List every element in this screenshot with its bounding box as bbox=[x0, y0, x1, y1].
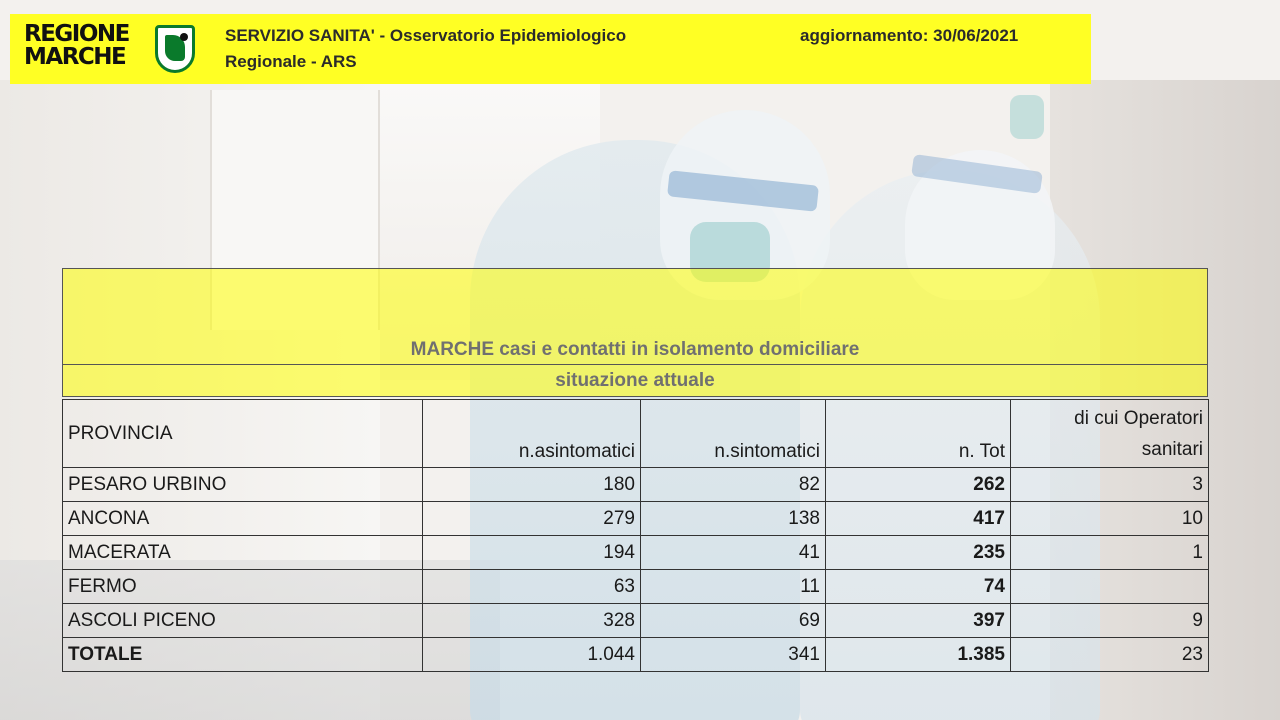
cell-provincia: FERMO bbox=[63, 570, 423, 604]
col-header-operatori: di cui Operatori sanitari bbox=[1011, 400, 1209, 468]
cell-provincia: ANCONA bbox=[63, 502, 423, 536]
cell-tot: 74 bbox=[826, 570, 1011, 604]
header-title bbox=[225, 23, 725, 75]
logo-line-2: MARCHE bbox=[24, 44, 126, 70]
cell-operatori: 1 bbox=[1011, 536, 1209, 570]
shield-icon bbox=[155, 25, 195, 73]
header-title-line-2: Regionale - ARS bbox=[225, 52, 357, 71]
header-bar bbox=[10, 14, 1091, 84]
cell-operatori: 9 bbox=[1011, 604, 1209, 638]
header-title-line-1: SERVIZIO SANITA' - Osservatorio Epidemiologico bbox=[225, 26, 627, 45]
cell-sintomatici: 82 bbox=[641, 468, 826, 502]
table-subtitle: situazione attuale bbox=[555, 370, 715, 391]
cell-sintomatici: 69 bbox=[641, 604, 826, 638]
cell-asintomatici: 180 bbox=[423, 468, 641, 502]
col-header-sintomatici: n.sintomatici bbox=[641, 400, 826, 468]
table-row bbox=[63, 536, 1209, 570]
cell-tot: 235 bbox=[826, 536, 1011, 570]
col-header-tot: n. Tot bbox=[826, 400, 1011, 468]
cell-operatori: 3 bbox=[1011, 468, 1209, 502]
table-title-box bbox=[62, 268, 1208, 365]
isolation-table bbox=[62, 399, 1209, 672]
cell-operatori bbox=[1011, 570, 1209, 604]
col-header-asintomatici: n.asintomatici bbox=[423, 400, 641, 468]
cell-provincia-total: TOTALE bbox=[63, 638, 423, 672]
table-title: MARCHE casi e contatti in isolamento domiciliare bbox=[410, 339, 860, 360]
cell-asintomatici: 63 bbox=[423, 570, 641, 604]
cell-sintomatici: 138 bbox=[641, 502, 826, 536]
cell-provincia: PESARO URBINO bbox=[63, 468, 423, 502]
cell-tot: 417 bbox=[826, 502, 1011, 536]
isolation-table-panel bbox=[62, 268, 1208, 668]
update-date: aggiornamento: 30/06/2021 bbox=[800, 26, 1019, 45]
table-header-row bbox=[63, 400, 1209, 468]
col-header-provincia: PROVINCIA bbox=[63, 400, 423, 468]
cell-sintomatici: 11 bbox=[641, 570, 826, 604]
table-row bbox=[63, 570, 1209, 604]
cell-provincia: MACERATA bbox=[63, 536, 423, 570]
regione-marche-logo bbox=[24, 23, 214, 79]
table-subtitle-box bbox=[62, 365, 1208, 397]
cell-tot: 397 bbox=[826, 604, 1011, 638]
table-row bbox=[63, 604, 1209, 638]
cell-tot-total: 1.385 bbox=[826, 638, 1011, 672]
cell-asintomatici: 328 bbox=[423, 604, 641, 638]
cell-asintomatici: 194 bbox=[423, 536, 641, 570]
cell-tot: 262 bbox=[826, 468, 1011, 502]
cell-operatori-total: 23 bbox=[1011, 638, 1209, 672]
cell-operatori: 10 bbox=[1011, 502, 1209, 536]
cell-asintomatici: 279 bbox=[423, 502, 641, 536]
cell-sintomatici-total: 341 bbox=[641, 638, 826, 672]
logo-line-1: REGIONE bbox=[24, 21, 129, 47]
table-row bbox=[63, 502, 1209, 536]
cell-provincia: ASCOLI PICENO bbox=[63, 604, 423, 638]
table-total-row bbox=[63, 638, 1209, 672]
cell-sintomatici: 41 bbox=[641, 536, 826, 570]
table-row bbox=[63, 468, 1209, 502]
cell-asintomatici-total: 1.044 bbox=[423, 638, 641, 672]
